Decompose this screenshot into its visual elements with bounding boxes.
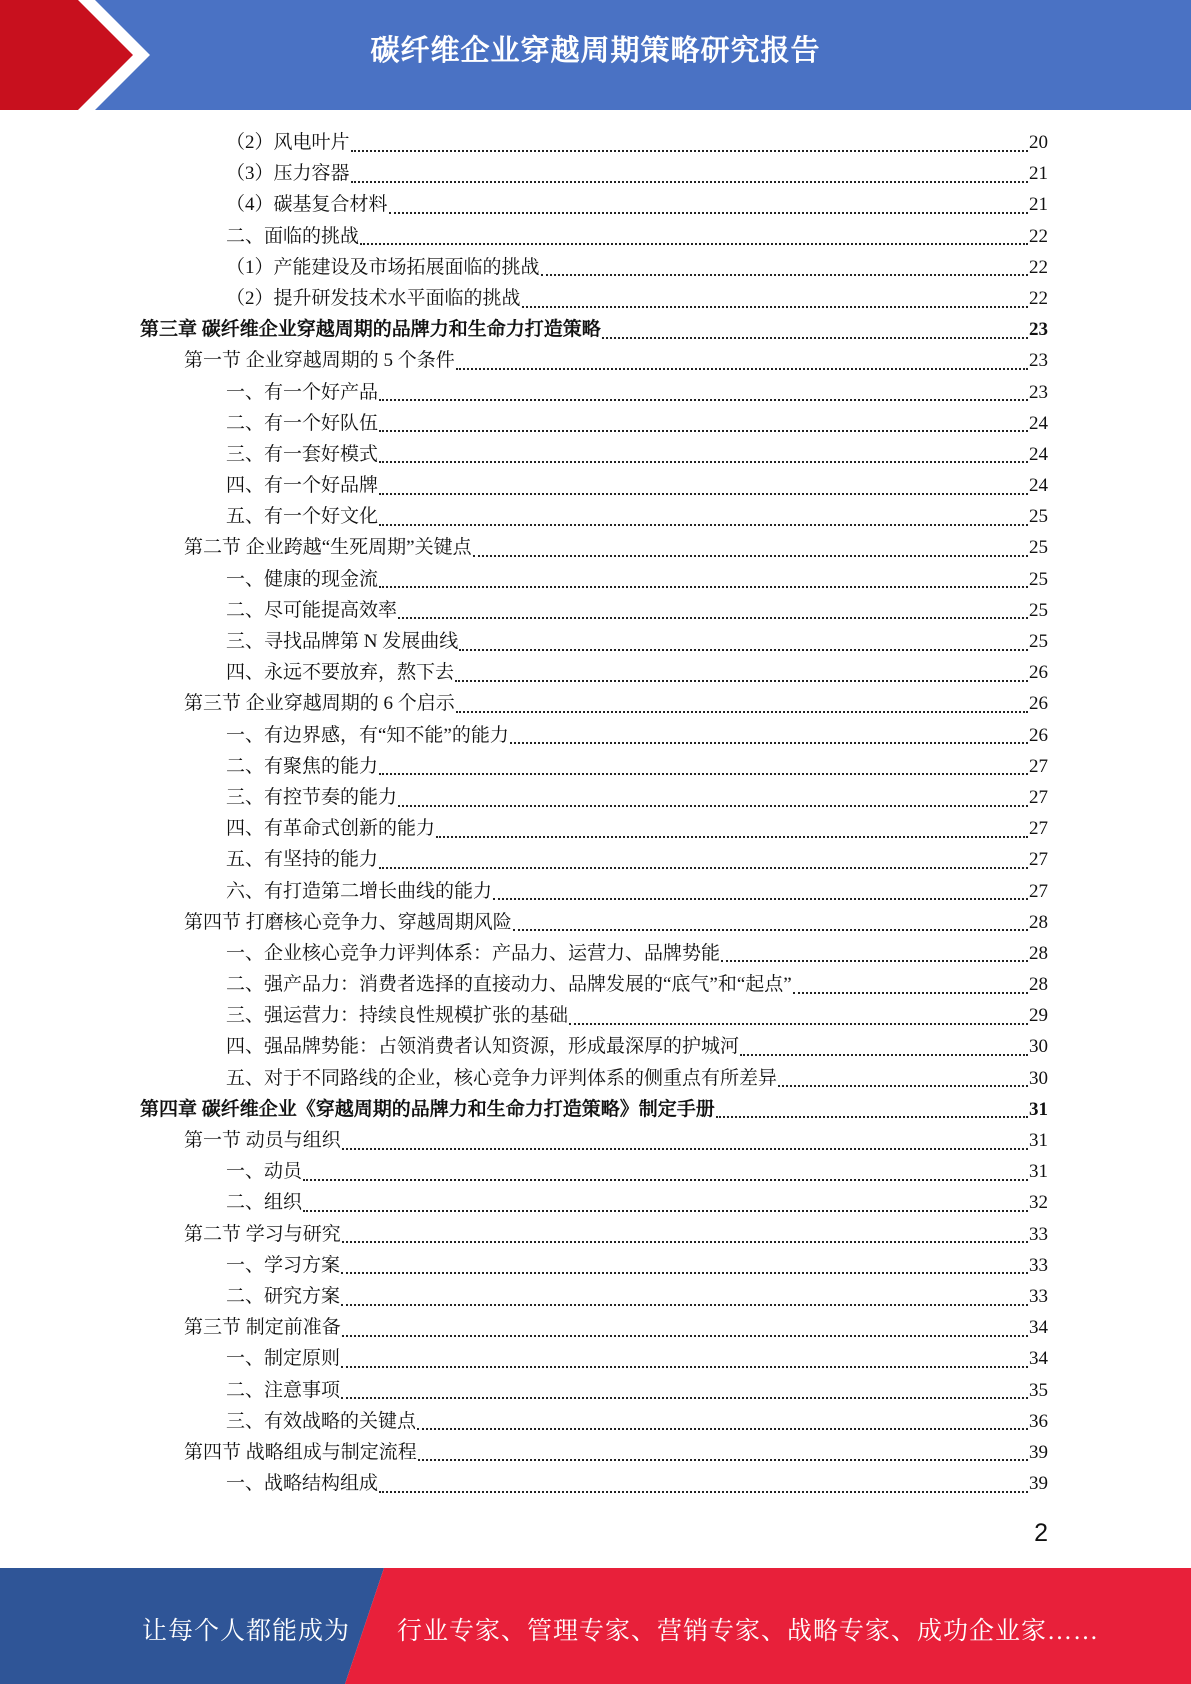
toc-dot-leader xyxy=(341,1304,1028,1306)
toc-entry-label: 一、有一个好产品 xyxy=(226,381,379,403)
toc-entry-label: 一、学习方案 xyxy=(226,1254,341,1276)
toc-dot-leader xyxy=(360,243,1028,245)
toc-entry-page: 22 xyxy=(1029,287,1048,309)
toc-entry-label: （2）提升研发技术水平面临的挑战 xyxy=(226,287,521,309)
toc-dot-leader xyxy=(398,805,1028,807)
toc-dot-leader xyxy=(379,1491,1028,1493)
toc-subsection-entry[interactable] xyxy=(140,283,1048,314)
toc-dot-leader xyxy=(493,898,1028,900)
toc-subsection-entry[interactable] xyxy=(140,720,1048,751)
toc-entry-label: 一、战略结构组成 xyxy=(226,1473,379,1495)
toc-entry-label: 六、有打造第二增长曲线的能力 xyxy=(226,880,493,902)
toc-subsection-entry[interactable] xyxy=(140,189,1048,220)
toc-entry-page: 23 xyxy=(1029,381,1048,403)
toc-dot-leader xyxy=(456,368,1028,370)
toc-subsection-entry[interactable] xyxy=(140,501,1048,532)
toc-dot-leader xyxy=(510,742,1028,744)
toc-entry-label: 三、有一套好模式 xyxy=(226,443,379,465)
toc-entry-label: 第三节 企业穿越周期的 6 个启示 xyxy=(184,693,455,715)
toc-entry-page: 39 xyxy=(1029,1473,1048,1495)
toc-entry-label: 第一节 企业穿越周期的 5 个条件 xyxy=(184,350,455,372)
toc-subsection-entry[interactable] xyxy=(140,158,1048,189)
toc-entry-label: 一、有边界感，有“知不能”的能力 xyxy=(226,724,509,746)
toc-entry-label: 三、强运营力：持续良性规模扩张的基础 xyxy=(226,1005,569,1027)
toc-subsection-entry[interactable] xyxy=(140,626,1048,657)
toc-entry-label: 第四节 战略组成与制定流程 xyxy=(184,1441,417,1463)
table-of-contents xyxy=(140,127,1048,1499)
toc-subsection-entry[interactable] xyxy=(140,377,1048,408)
toc-dot-leader xyxy=(455,680,1028,682)
toc-entry-page: 20 xyxy=(1029,132,1048,153)
toc-dot-leader xyxy=(379,430,1028,432)
toc-entry-label: 二、面临的挑战 xyxy=(226,225,360,247)
toc-entry-label: 一、动员 xyxy=(226,1161,303,1183)
toc-dot-leader xyxy=(569,1023,1028,1025)
toc-entry-page: 22 xyxy=(1029,256,1048,278)
toc-entry-label: 第二节 企业跨越“生死周期”关键点 xyxy=(184,537,472,559)
toc-entry-label: 一、企业核心竞争力评判体系：产品力、运营力、品牌势能 xyxy=(226,942,721,964)
toc-entry-label: 五、有坚持的能力 xyxy=(226,849,379,871)
header-title: 碳纤维企业穿越周期策略研究报告 xyxy=(370,33,821,67)
toc-dot-leader xyxy=(436,836,1028,838)
toc-dot-leader xyxy=(778,1085,1028,1087)
toc-subsection-entry[interactable] xyxy=(140,1250,1048,1281)
toc-entry-page: 33 xyxy=(1029,1254,1048,1276)
toc-section-entry[interactable] xyxy=(140,1125,1048,1156)
toc-dot-leader xyxy=(342,1241,1028,1243)
toc-subsection-entry[interactable] xyxy=(140,844,1048,875)
toc-entry-page: 25 xyxy=(1029,537,1048,559)
toc-dot-leader xyxy=(342,1148,1028,1150)
toc-entry-label: 第四节 打磨核心竞争力、穿越周期风险 xyxy=(184,911,512,933)
toc-subsection-entry[interactable] xyxy=(140,1063,1048,1094)
toc-entry-label: 第二节 学习与研究 xyxy=(184,1223,341,1245)
toc-entry-page: 31 xyxy=(1029,1130,1048,1151)
toc-subsection-entry[interactable] xyxy=(140,969,1048,1000)
toc-entry-label: 第三章 碳纤维企业穿越周期的品牌力和生命力打造策略 xyxy=(140,319,601,341)
toc-subsection-entry[interactable] xyxy=(140,127,1048,158)
toc-entry-label: 二、注意事项 xyxy=(226,1379,341,1401)
toc-dot-leader xyxy=(740,1054,1028,1056)
toc-dot-leader xyxy=(716,1116,1028,1118)
toc-subsection-entry[interactable] xyxy=(140,813,1048,844)
toc-entry-label: 第一节 动员与组织 xyxy=(184,1130,341,1151)
toc-section-entry[interactable] xyxy=(140,345,1048,376)
toc-entry-label: 第三节 制定前准备 xyxy=(184,1317,341,1339)
toc-entry-page: 30 xyxy=(1029,1067,1048,1089)
toc-dot-leader xyxy=(602,337,1028,339)
toc-entry-page: 23 xyxy=(1029,350,1048,372)
toc-entry-label: 二、有聚焦的能力 xyxy=(226,755,379,777)
toc-dot-leader xyxy=(721,960,1028,962)
toc-subsection-entry[interactable] xyxy=(140,1031,1048,1062)
toc-entry-label: （1）产能建设及市场拓展面临的挑战 xyxy=(226,256,540,278)
toc-dot-leader xyxy=(398,617,1028,619)
toc-dot-leader xyxy=(379,399,1028,401)
toc-section-entry[interactable] xyxy=(140,1219,1048,1250)
header-banner xyxy=(0,0,1191,110)
toc-entry-page: 25 xyxy=(1029,599,1048,621)
toc-entry-label: 三、寻找品牌第 N 发展曲线 xyxy=(226,631,459,652)
toc-subsection-entry[interactable] xyxy=(140,1343,1048,1374)
toc-entry-page: 34 xyxy=(1029,1317,1048,1339)
toc-entry-page: 33 xyxy=(1029,1223,1048,1245)
toc-subsection-entry[interactable] xyxy=(140,1281,1048,1312)
toc-dot-leader xyxy=(459,649,1028,651)
toc-entry-label: 四、永远不要放弃，熬下去 xyxy=(226,662,455,684)
page-number: 2 xyxy=(1034,1519,1048,1547)
toc-dot-leader xyxy=(541,274,1028,276)
toc-entry-page: 29 xyxy=(1029,1005,1048,1027)
toc-entry-page: 27 xyxy=(1029,786,1048,808)
toc-dot-leader xyxy=(456,711,1028,713)
toc-entry-page: 26 xyxy=(1029,724,1048,746)
toc-dot-leader xyxy=(341,1397,1028,1399)
toc-subsection-entry[interactable] xyxy=(140,564,1048,595)
toc-entry-label: 二、强产品力：消费者选择的直接动力、品牌发展的“底气”和“起点” xyxy=(226,974,792,996)
toc-entry-page: 25 xyxy=(1029,631,1048,652)
toc-subsection-entry[interactable] xyxy=(140,1468,1048,1499)
toc-entry-page: 27 xyxy=(1029,849,1048,871)
toc-entry-page: 23 xyxy=(1029,319,1048,341)
toc-subsection-entry[interactable] xyxy=(140,938,1048,969)
toc-entry-page: 28 xyxy=(1029,974,1048,996)
toc-dot-leader xyxy=(351,150,1028,152)
toc-entry-label: 四、有革命式创新的能力 xyxy=(226,818,436,840)
footer-slogan-right: 行业专家、管理专家、营销专家、战略专家、成功企业家…… xyxy=(397,1618,1100,1645)
toc-subsection-entry[interactable] xyxy=(140,252,1048,283)
toc-subsection-entry[interactable] xyxy=(140,782,1048,813)
toc-dot-leader xyxy=(379,493,1028,495)
toc-subsection-entry[interactable] xyxy=(140,1375,1048,1406)
toc-section-entry[interactable] xyxy=(140,1312,1048,1343)
toc-subsection-entry[interactable] xyxy=(140,876,1048,907)
toc-entry-label: 五、对于不同路线的企业，核心竞争力评判体系的侧重点有所差异 xyxy=(226,1067,778,1089)
toc-entry-page: 33 xyxy=(1029,1285,1048,1307)
toc-dot-leader xyxy=(793,992,1028,994)
toc-dot-leader xyxy=(379,586,1028,588)
toc-entry-label: 第四章 碳纤维企业《穿越周期的品牌力和生命力打造策略》制定手册 xyxy=(140,1098,715,1120)
footer-banner xyxy=(0,1568,1191,1684)
toc-dot-leader xyxy=(379,524,1028,526)
toc-entry-page: 27 xyxy=(1029,755,1048,777)
toc-entry-page: 28 xyxy=(1029,911,1048,933)
toc-entry-label: 五、有一个好文化 xyxy=(226,506,379,528)
toc-section-entry[interactable] xyxy=(140,532,1048,563)
toc-dot-leader xyxy=(341,1272,1028,1274)
toc-entry-page: 35 xyxy=(1029,1379,1048,1401)
toc-entry-label: （4）碳基复合材料 xyxy=(226,194,388,216)
toc-entry-page: 22 xyxy=(1029,225,1048,247)
toc-chapter-entry[interactable] xyxy=(140,314,1048,345)
toc-entry-label: 四、有一个好品牌 xyxy=(226,475,379,497)
toc-section-entry[interactable] xyxy=(140,1437,1048,1468)
toc-entry-page: 36 xyxy=(1029,1410,1048,1432)
toc-entry-page: 21 xyxy=(1029,194,1048,216)
toc-dot-leader xyxy=(341,1366,1028,1368)
toc-dot-leader xyxy=(379,867,1028,869)
toc-entry-page: 34 xyxy=(1029,1348,1048,1370)
toc-entry-page: 26 xyxy=(1029,693,1048,715)
toc-dot-leader xyxy=(379,461,1028,463)
toc-subsection-entry[interactable] xyxy=(140,1187,1048,1218)
toc-dot-leader xyxy=(303,1210,1028,1212)
toc-subsection-entry[interactable] xyxy=(140,1156,1048,1187)
toc-dot-leader xyxy=(473,555,1028,557)
toc-dot-leader xyxy=(379,773,1028,775)
toc-entry-page: 28 xyxy=(1029,942,1048,964)
toc-entry-label: 二、尽可能提高效率 xyxy=(226,599,398,621)
toc-dot-leader xyxy=(303,1179,1028,1181)
toc-dot-leader xyxy=(389,212,1028,214)
toc-entry-page: 27 xyxy=(1029,880,1048,902)
toc-chapter-entry[interactable] xyxy=(140,1094,1048,1125)
toc-entry-label: 二、研究方案 xyxy=(226,1285,341,1307)
toc-subsection-entry[interactable] xyxy=(140,657,1048,688)
toc-dot-leader xyxy=(522,306,1028,308)
toc-entry-label: 一、健康的现金流 xyxy=(226,568,379,590)
toc-entry-label: （3）压力容器 xyxy=(226,163,350,185)
toc-entry-label: 一、制定原则 xyxy=(226,1348,341,1370)
toc-subsection-entry[interactable] xyxy=(140,470,1048,501)
footer-slogan-left: 让每个人都能成为 xyxy=(142,1618,351,1645)
toc-entry-page: 24 xyxy=(1029,412,1048,434)
toc-entry-page: 21 xyxy=(1029,163,1048,185)
toc-entry-page: 31 xyxy=(1029,1161,1048,1183)
toc-subsection-entry[interactable] xyxy=(140,221,1048,252)
toc-entry-page: 25 xyxy=(1029,506,1048,528)
toc-entry-page: 31 xyxy=(1029,1098,1048,1120)
toc-dot-leader xyxy=(418,1459,1028,1461)
toc-entry-page: 24 xyxy=(1029,443,1048,465)
toc-entry-page: 26 xyxy=(1029,662,1048,684)
toc-entry-label: 二、组织 xyxy=(226,1192,303,1214)
toc-subsection-entry[interactable] xyxy=(140,408,1048,439)
toc-entry-label: 四、强品牌势能：占领消费者认知资源，形成最深厚的护城河 xyxy=(226,1036,740,1058)
toc-section-entry[interactable] xyxy=(140,688,1048,719)
toc-entry-label: 三、有控节奏的能力 xyxy=(226,786,398,808)
toc-entry-page: 30 xyxy=(1029,1036,1048,1058)
toc-subsection-entry[interactable] xyxy=(140,595,1048,626)
toc-entry-label: 三、有效战略的关键点 xyxy=(226,1410,417,1432)
toc-dot-leader xyxy=(351,181,1028,183)
toc-subsection-entry[interactable] xyxy=(140,439,1048,470)
toc-dot-leader xyxy=(417,1428,1028,1430)
toc-dot-leader xyxy=(342,1335,1028,1337)
toc-section-entry[interactable] xyxy=(140,907,1048,938)
toc-subsection-entry[interactable] xyxy=(140,1000,1048,1031)
toc-entry-page: 24 xyxy=(1029,475,1048,497)
toc-entry-page: 39 xyxy=(1029,1441,1048,1463)
toc-entry-page: 25 xyxy=(1029,568,1048,590)
toc-subsection-entry[interactable] xyxy=(140,751,1048,782)
toc-entry-page: 27 xyxy=(1029,818,1048,840)
toc-entry-page: 32 xyxy=(1029,1192,1048,1214)
toc-subsection-entry[interactable] xyxy=(140,1406,1048,1437)
toc-entry-label: （2）风电叶片 xyxy=(226,132,350,153)
toc-entry-label: 二、有一个好队伍 xyxy=(226,412,379,434)
toc-dot-leader xyxy=(513,929,1028,931)
